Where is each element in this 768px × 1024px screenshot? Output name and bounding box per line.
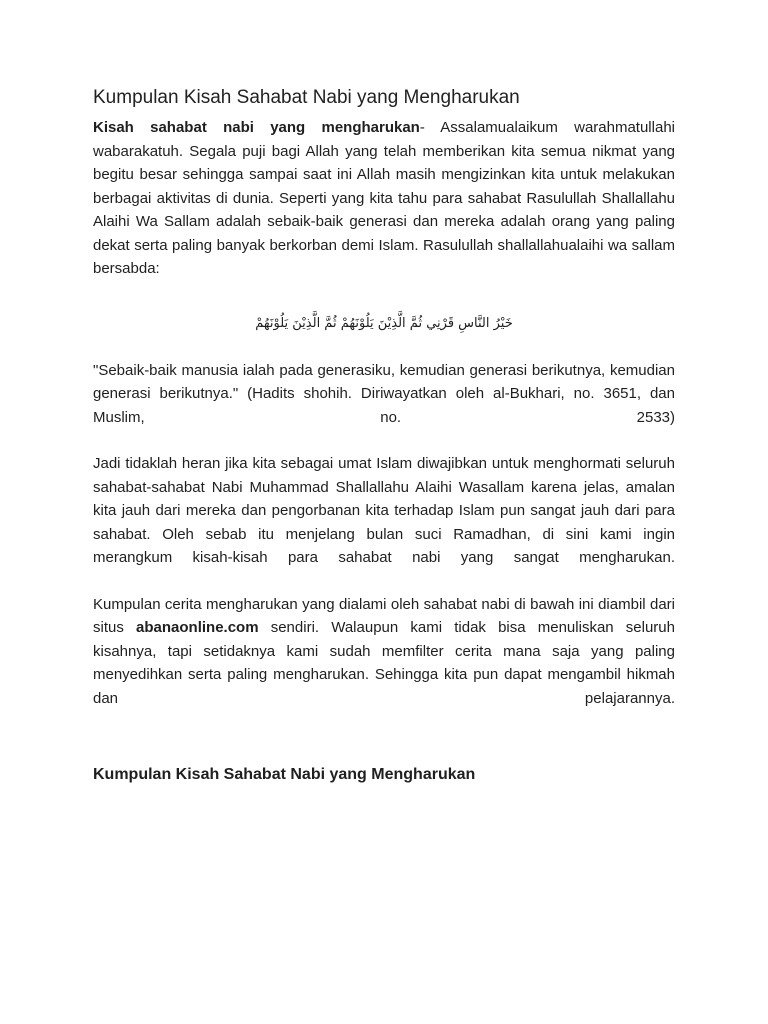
hadith-translation: "Sebaik-baik manusia ialah pada generasiku, kemudian generasi berikutnya, kemudian generasi berikutnya." (Hadits shohih. Diriwayatkan oleh al-Bukhari, no. 3651, dan Muslim, no. 2533) <box>93 361 675 426</box>
spacer <box>93 335 675 359</box>
paragraph-3-end: sendiri. Walaupun kami tidak bisa menuliskan seluruh kisahnya, tapi setidaknya kami sudah memfilter cerita mana saja yang paling menyedihkan serta paling mengharukan. Sehingga kita pun dapat mengambil hikmah dan pelajarannya. <box>93 619 675 707</box>
spacer <box>93 429 675 452</box>
spacer <box>93 710 675 763</box>
site-name: abanaonline.com <box>136 619 259 636</box>
paragraph-3-start: Kumpulan cerita mengharukan yang dialami oleh sahabat nabi di bawah ini diambil dari situs <box>93 595 675 636</box>
paragraph-3 <box>93 593 675 711</box>
paragraph-2: Jadi tidaklah heran jika kita sebagai umat Islam diwajibkan untuk menghormati seluruh sahabat-sahabat Nabi Muhammad Shallallahu Alaihi Wasallam karena jelas, amalan kita jauh dari mereka dan pengorbanan kita terhadap Islam pun sangat jauh dari para sahabat. Oleh sebab itu menjelang bulan suci Ramadhan, di sini kami ingin merangkum kisah-kisah para sahabat nabi yang sangat mengharukan. <box>93 455 675 566</box>
document-page <box>93 85 675 787</box>
intro-paragraph <box>93 116 675 281</box>
spacer <box>93 570 675 593</box>
intro-text: - Assalamualaikum warahmatullahi wabarakatuh. Segala puji bagi Allah yang telah memberikan kita semua nikmat yang begitu besar sehingga sampai saat ini Allah masih mengizinkan kita untuk melakukan berbagai aktivitas di dunia. Seperti yang kita tahu para sahabat Rasulullah Shallallahu Alaihi Wa Sallam adalah sebaik-baik generasi dan mereka adalah orang yang paling dekat serta paling banyak berkorban demi Islam. Rasulullah shallallahualaihi wa sallam bersabda: <box>93 119 675 277</box>
intro-bold-lead: Kisah sahabat nabi yang mengharukan <box>93 119 420 136</box>
page-title: Kumpulan Kisah Sahabat Nabi yang Mengharukan <box>93 87 520 108</box>
arabic-hadith: خَيْرُ النَّاسِ قَرْنِي ثُمَّ الَّذِيْنَ يَلُوْنَهُمْ ثُمَّ الَّذِيْنَ يَلُوْنَهُمْ <box>255 315 513 331</box>
section-heading: Kumpulan Kisah Sahabat Nabi yang Mengharukan <box>93 766 476 783</box>
